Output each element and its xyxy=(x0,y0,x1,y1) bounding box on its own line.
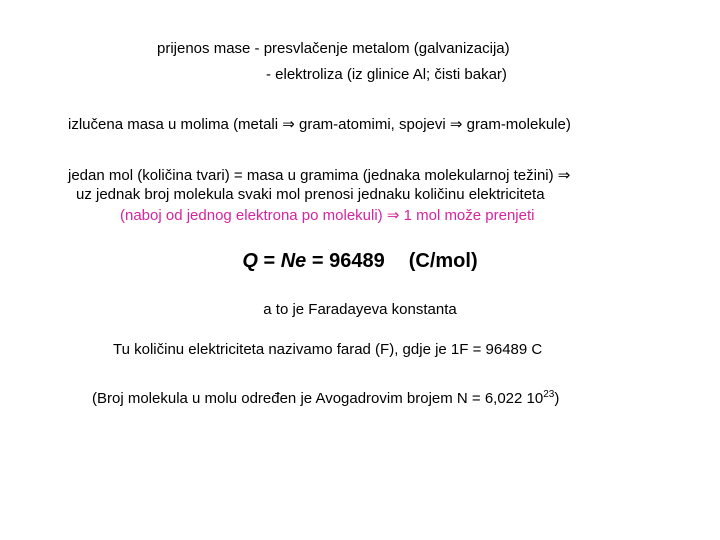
line-electron-charge xyxy=(120,206,535,225)
implies-arrow-icon: ⇒ xyxy=(386,206,400,224)
formula-q: Q xyxy=(242,250,258,272)
avogadro-close: ) xyxy=(554,390,560,407)
excreted-mass-part2: gram-atomimi, spojevi xyxy=(299,116,446,133)
line-electrolysis: - elektroliza (iz glinice Al; čisti bakar) xyxy=(266,66,507,83)
line-electroplating: prijenos mase - presvlačenje metalom (galvanizacija) xyxy=(157,40,510,57)
line-faraday-constant: a to je Faradayeva konstanta xyxy=(263,301,457,318)
formula-unit: (C/mol) xyxy=(408,250,478,272)
line-avogadro xyxy=(92,390,559,408)
line-farad-definition: Tu količinu elektriciteta nazivamo farad (F), gdje je 1F = 96489 C xyxy=(113,341,543,358)
implies-arrow-icon: ⇒ xyxy=(557,166,571,184)
formula-eq1: = xyxy=(257,250,281,272)
faraday-formula xyxy=(0,250,720,273)
implies-arrow-icon: ⇒ xyxy=(282,115,295,133)
excreted-mass-part3: gram-molekule) xyxy=(466,116,571,133)
avogadro-exponent: 23 xyxy=(543,389,555,400)
line-excreted-mass xyxy=(68,115,571,134)
avogadro-text: (Broj molekula u molu određen je Avogadrovim brojem N = 6,022 10 xyxy=(92,390,544,407)
implies-arrow-icon: ⇒ xyxy=(449,115,463,133)
one-mol-text: jedan mol (količina tvari) = masa u gramima (jednaka molekularnoj težini) xyxy=(68,167,554,184)
formula-ne: Ne xyxy=(280,250,307,272)
formula-value: 96489 xyxy=(329,250,385,272)
line-same-molecules: uz jednak broj molekula svaki mol prenosi jednaku količinu elektriciteta xyxy=(76,186,545,203)
electron-charge-text: (naboj od jednog elektrona po molekuli) xyxy=(120,207,383,224)
line-one-mol xyxy=(68,166,570,185)
formula-eq2: = xyxy=(306,250,330,272)
one-mol-transfer-text: 1 mol može prenjeti xyxy=(403,207,535,224)
excreted-mass-part1: izlučena masa u molima (metali xyxy=(68,116,279,133)
